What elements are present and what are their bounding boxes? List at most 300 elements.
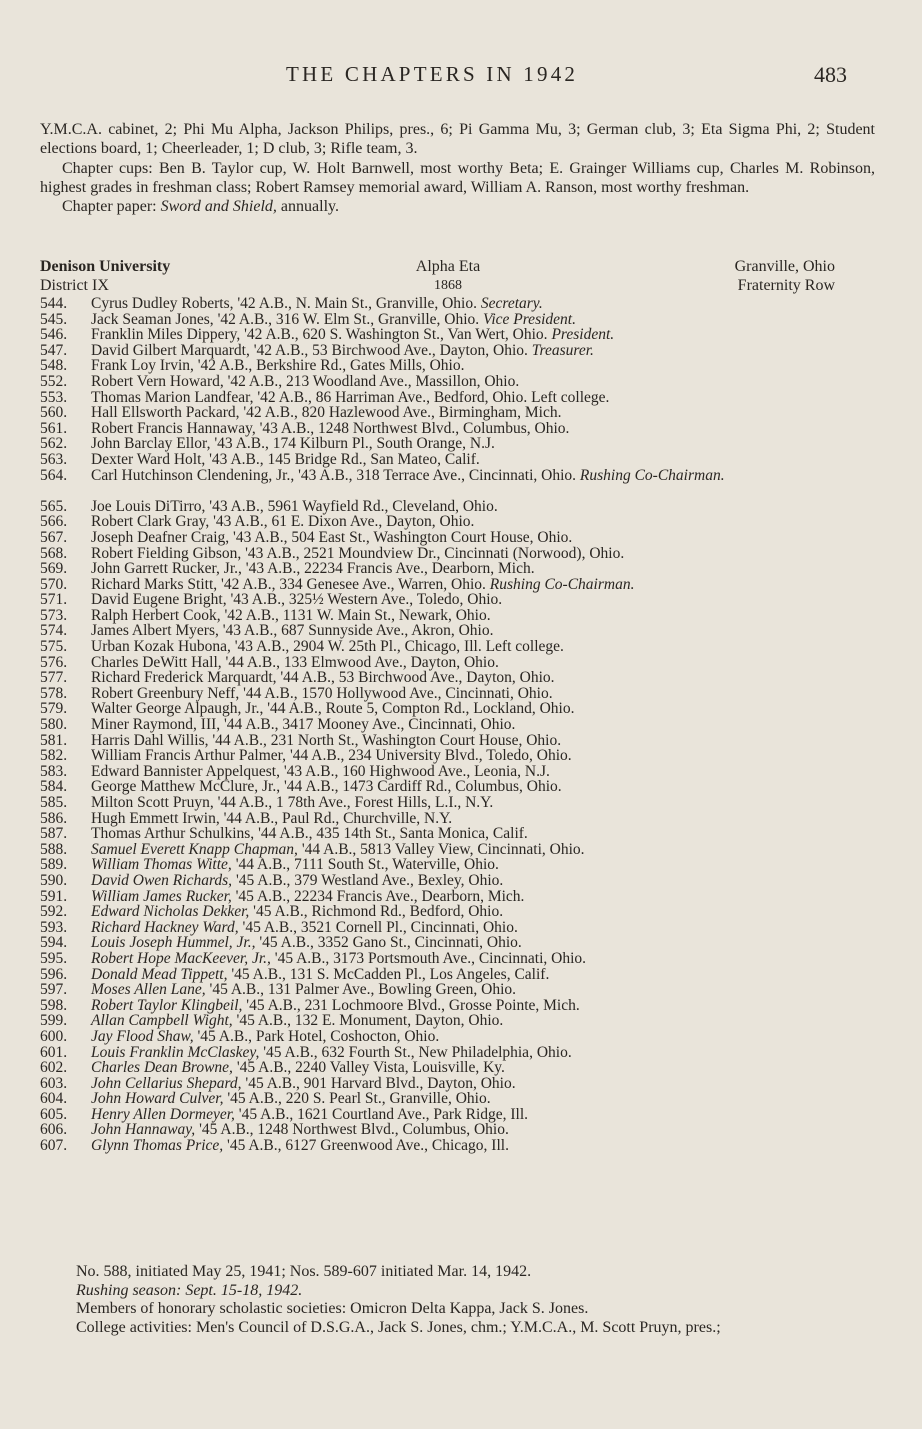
member-name: Hugh Emmett Irwin, xyxy=(91,809,220,827)
footer-college-activities: College activities: Men's Council of D.S.G.A., Jack S. Jones, chm.; Y.M.C.A., M. Scott Pruyn, pres.; xyxy=(76,1318,721,1336)
list-item xyxy=(40,639,860,655)
member-number: 552. xyxy=(40,372,68,390)
member-details: '45 A.B., 231 Lochmoore Blvd., Grosse Pointe, Mich. xyxy=(242,996,580,1014)
member-number: 544. xyxy=(40,295,68,312)
member-entry xyxy=(91,670,851,686)
member-entry xyxy=(91,452,851,468)
member-number: 546. xyxy=(40,326,68,344)
member-details: '44 A.B., 1473 Cardiff Rd., Columbus, Ohio. xyxy=(280,778,562,796)
district-label: District IX xyxy=(40,277,109,294)
member-number: 567. xyxy=(40,528,68,546)
member-number: 582. xyxy=(40,747,68,765)
member-name: Urban Kozak Hubona, xyxy=(91,638,231,656)
list-item xyxy=(40,655,860,671)
member-entry xyxy=(91,1060,851,1076)
list-item xyxy=(40,1029,860,1045)
member-number: 547. xyxy=(40,341,68,359)
member-entry xyxy=(91,1013,851,1029)
member-number: 583. xyxy=(40,762,68,780)
member-number: 581. xyxy=(40,731,68,749)
member-details: '44 A.B., 435 14th St., Santa Monica, Calif. xyxy=(254,825,528,843)
member-name: Samuel Everett Knapp Chapman, xyxy=(91,840,298,858)
member-details: '42 A.B., 820 Hazlewood Ave., Birmingham, Mich. xyxy=(239,404,562,422)
member-name: David Eugene Bright, xyxy=(91,591,227,609)
member-name: Robert Hope MacKeever, Jr., xyxy=(91,949,271,967)
member-details: '43 A.B., 2904 W. 25th Pl., Chicago, Ill. Left college. xyxy=(230,638,564,656)
footer-notes xyxy=(40,1263,875,1337)
member-name: Milton Scott Pruyn, xyxy=(91,794,214,811)
member-number: 562. xyxy=(40,435,68,453)
member-name: John Hannaway, xyxy=(91,1121,196,1139)
member-entry xyxy=(91,748,851,764)
member-name: William James Rucker, xyxy=(91,887,232,905)
member-number: 570. xyxy=(40,575,68,593)
member-entry xyxy=(91,468,851,484)
member-entry xyxy=(91,561,851,577)
member-details: '43 A.B., 61 E. Dixon Ave., Dayton, Ohio. xyxy=(209,513,475,531)
list-item xyxy=(40,1138,860,1154)
member-entry xyxy=(91,374,851,390)
list-item xyxy=(40,608,860,624)
member-details: '45 A.B., 131 Palmer Ave., Bowling Green, Ohio. xyxy=(205,981,516,999)
member-details: '44 A.B., 231 North St., Washington Court House, Ohio. xyxy=(208,731,562,749)
member-number: 577. xyxy=(40,669,68,687)
list-item xyxy=(40,904,860,920)
list-item xyxy=(40,686,860,702)
member-name: Jack Seaman Jones, xyxy=(91,310,214,328)
list-item xyxy=(40,436,860,452)
running-header xyxy=(0,62,922,92)
list-item xyxy=(40,421,860,437)
list-item xyxy=(40,1076,860,1092)
member-details: '45 A.B., 632 Fourth St., New Philadelphia, Ohio. xyxy=(259,1043,572,1061)
member-details: '45 A.B., 131 S. McCadden Pl., Los Angeles, Calif. xyxy=(227,965,550,983)
member-number: 561. xyxy=(40,419,68,437)
list-item xyxy=(40,748,860,764)
member-name: Thomas Arthur Schulkins, xyxy=(91,825,255,843)
member-details: '45 A.B., 22234 Francis Ave., Dearborn, Mich. xyxy=(231,887,525,905)
list-item xyxy=(40,998,860,1014)
member-name: John Cellarius Shepard, xyxy=(91,1074,242,1092)
member-entry xyxy=(91,889,851,905)
member-number: 574. xyxy=(40,622,68,640)
member-entry xyxy=(91,904,851,920)
member-name: Miner Raymond, III, xyxy=(91,716,221,734)
member-details: '45 A.B., 2240 Valley Vista, Louisville, Ky. xyxy=(232,1059,505,1077)
member-details: '45 A.B., 901 Harvard Blvd., Dayton, Ohio. xyxy=(241,1074,516,1092)
intro-paragraph-activities: Y.M.C.A. cabinet, 2; Phi Mu Alpha, Jackson Philips, pres., 6; Pi Gamma Mu, 3; German club, 3; Eta Sigma Phi, 2; Student elections board, 1; Cheerleader, 1; D club, 3; Rifle team, 3. xyxy=(40,121,875,158)
list-item xyxy=(40,873,860,889)
member-entry xyxy=(91,795,851,811)
member-number: 575. xyxy=(40,638,68,656)
member-number: 597. xyxy=(40,981,68,999)
member-office: Treasurer. xyxy=(531,341,594,359)
member-number: 576. xyxy=(40,653,68,671)
member-number: 588. xyxy=(40,840,68,858)
member-details: '44 A.B., Paul Rd., Churchville, N.Y. xyxy=(219,809,453,827)
member-name: Jay Flood Shaw, xyxy=(91,1027,194,1045)
list-item xyxy=(40,577,860,593)
member-entry xyxy=(91,608,851,624)
member-number: 586. xyxy=(40,809,68,827)
list-item xyxy=(40,1122,860,1138)
university-name: Denison University xyxy=(40,258,171,275)
member-name: David Owen Richards, xyxy=(91,871,233,889)
member-name: Ralph Herbert Cook, xyxy=(91,606,221,624)
member-entry xyxy=(91,436,851,452)
footer-initiation-note: No. 588, initiated May 25, 1941; Nos. 589-607 initiated Mar. 14, 1942. xyxy=(76,1263,532,1280)
member-details: '42 A.B., 86 Harriman Ave., Bedford, Ohio. Left college. xyxy=(253,388,610,406)
chapter-heading-left xyxy=(40,257,170,295)
member-number: 560. xyxy=(40,404,68,422)
paper-title: Sword and Shield, xyxy=(160,198,277,216)
list-item xyxy=(40,733,860,749)
member-details: '43 A.B., 160 Highwood Ave., Leonia, N.J. xyxy=(279,762,550,780)
member-number: 595. xyxy=(40,949,68,967)
member-entry xyxy=(91,686,851,702)
member-number: 566. xyxy=(40,513,68,531)
list-item xyxy=(40,312,860,328)
list-item xyxy=(40,530,860,546)
member-details: '43 A.B., 318 Terrace Ave., Cincinnati, Ohio. xyxy=(294,466,580,484)
member-entry xyxy=(91,920,851,936)
member-entry xyxy=(91,1138,851,1154)
list-item xyxy=(40,764,860,780)
member-details: '45 A.B., 3173 Portsmouth Ave., Cincinnati, Ohio. xyxy=(270,949,587,967)
member-number: 568. xyxy=(40,544,68,562)
member-entry xyxy=(91,639,851,655)
member-office: Vice President. xyxy=(483,310,576,328)
member-details: '42 A.B., 620 S. Washington St., Van Wert, Ohio. xyxy=(240,326,552,344)
member-entry xyxy=(91,623,851,639)
member-entry xyxy=(91,857,851,873)
intro-paragraph-paper xyxy=(40,197,875,216)
member-entry xyxy=(91,327,851,343)
list-item xyxy=(40,935,860,951)
member-list xyxy=(40,296,860,1154)
member-details: '43 A.B., 1248 Northwest Blvd., Columbus, Ohio. xyxy=(255,419,570,437)
member-number: 592. xyxy=(40,903,68,921)
member-number: 571. xyxy=(40,591,68,609)
member-number: 601. xyxy=(40,1043,68,1061)
member-entry xyxy=(91,779,851,795)
member-name: Allan Campbell Wight, xyxy=(91,1012,233,1030)
member-number: 602. xyxy=(40,1059,68,1077)
member-name: William Thomas Witte, xyxy=(91,856,232,874)
member-details: '44 A.B., 234 University Blvd., Toledo, Ohio. xyxy=(286,747,572,765)
member-entry xyxy=(91,935,851,951)
member-number: 580. xyxy=(40,716,68,734)
list-item xyxy=(40,951,860,967)
member-number: 545. xyxy=(40,310,68,328)
list-item xyxy=(40,343,860,359)
member-name: Henry Allen Dormeyer, xyxy=(91,1105,235,1123)
member-details: '44 A.B., 3417 Mooney Ave., Cincinnati, Ohio. xyxy=(220,716,516,734)
member-name: William Francis Arthur Palmer, xyxy=(91,747,287,765)
member-number: 548. xyxy=(40,357,68,375)
member-entry xyxy=(91,951,851,967)
member-details: '44 A.B., Route 5, Compton Rd., Lockland, Ohio. xyxy=(263,700,575,718)
member-entry xyxy=(91,514,851,530)
list-item xyxy=(40,717,860,733)
member-details: '44 A.B., 7111 South St., Waterville, Ohio. xyxy=(231,856,499,874)
list-item xyxy=(40,1091,860,1107)
member-name: Carl Hutchinson Clendening, Jr., xyxy=(91,466,295,484)
list-item xyxy=(40,592,860,608)
list-item xyxy=(40,701,860,717)
list-item xyxy=(40,826,860,842)
list-item xyxy=(40,390,860,406)
member-name: Moses Allen Lane, xyxy=(91,981,206,999)
member-entry xyxy=(91,577,851,593)
member-details: '45 A.B., 1248 Northwest Blvd., Columbus, Ohio. xyxy=(195,1121,509,1139)
member-details: '45 A.B., 379 Westland Ave., Bexley, Ohio. xyxy=(232,871,504,889)
member-name: Franklin Miles Dippery, xyxy=(91,326,241,344)
member-number: 590. xyxy=(40,871,68,889)
list-item xyxy=(40,670,860,686)
member-name: Frank Loy Irvin, xyxy=(91,357,194,375)
member-entry xyxy=(91,358,851,374)
member-details: '45 A.B., 3521 Cornell Pl., Cincinnati, Ohio. xyxy=(238,918,518,936)
member-entry xyxy=(91,717,851,733)
member-number: 604. xyxy=(40,1090,68,1108)
list-item xyxy=(40,982,860,998)
member-name: Robert Clark Gray, xyxy=(91,513,210,531)
member-office: Rushing Co-Chairman. xyxy=(489,575,635,593)
member-name: Edward Bannister Appelquest, xyxy=(91,762,280,780)
list-item xyxy=(40,327,860,343)
member-name: Robert Greenbury Neff, xyxy=(91,684,240,702)
member-details: '43 A.B., 5961 Wayfield Rd., Cleveland, Ohio. xyxy=(205,497,498,515)
member-name: Louis Franklin McClaskey, xyxy=(91,1043,260,1061)
member-name: Joseph Deafner Craig, xyxy=(91,528,230,546)
member-details: '43 A.B., 687 Sunnyside Ave., Akron, Ohio. xyxy=(218,622,494,640)
list-item xyxy=(40,779,860,795)
member-entry xyxy=(91,811,851,827)
member-entry xyxy=(91,1029,851,1045)
member-entry xyxy=(91,1045,851,1061)
member-name: John Barclay Ellor, xyxy=(91,435,211,453)
member-name: Robert Vern Howard, xyxy=(91,372,224,390)
member-name: Robert Francis Hannaway, xyxy=(91,419,256,437)
member-office: Secretary. xyxy=(480,295,543,312)
member-number: 569. xyxy=(40,560,68,578)
member-details: '45 A.B., 3352 Gano St., Cincinnati, Ohio. xyxy=(255,934,522,952)
member-entry xyxy=(91,592,851,608)
chapter-heading xyxy=(40,257,835,297)
member-entry xyxy=(91,998,851,1014)
member-name: Richard Frederick Marquardt, xyxy=(91,669,277,687)
member-details: '43 A.B., 145 Bridge Rd., San Mateo, Calif. xyxy=(205,450,480,468)
list-item xyxy=(40,1107,860,1123)
member-details: '44 A.B., 133 Elmwood Ave., Dayton, Ohio. xyxy=(221,653,499,671)
member-number: 596. xyxy=(40,965,68,983)
list-item xyxy=(40,811,860,827)
member-details: '42 A.B., 53 Birchwood Ave., Dayton, Ohio. xyxy=(249,341,532,359)
member-details: '42 A.B., 213 Woodland Ave., Massillon, Ohio. xyxy=(223,372,520,390)
member-number: 587. xyxy=(40,825,68,843)
member-entry xyxy=(91,296,851,312)
page-header-title: THE CHAPTERS IN 1942 xyxy=(286,62,579,86)
footer-honorary-societies: Members of honorary scholastic societies: Omicron Delta Kappa, Jack S. Jones. xyxy=(76,1300,589,1318)
list-item xyxy=(40,374,860,390)
member-name: Cyrus Dudley Roberts, xyxy=(91,295,234,312)
list-item xyxy=(40,795,860,811)
member-name: Robert Fielding Gibson, xyxy=(91,544,242,562)
member-name: David Gilbert Marquardt, xyxy=(91,341,250,359)
member-entry xyxy=(91,312,851,328)
list-item xyxy=(40,967,860,983)
member-entry xyxy=(91,733,851,749)
member-number: 585. xyxy=(40,794,68,811)
chapter-location: Granville, Ohio xyxy=(734,258,835,275)
page-number: 483 xyxy=(814,62,847,87)
member-name: Dexter Ward Holt, xyxy=(91,450,206,468)
list-item xyxy=(40,452,860,468)
member-number: 573. xyxy=(40,606,68,624)
list-item xyxy=(40,1045,860,1061)
member-entry xyxy=(91,1076,851,1092)
member-entry xyxy=(91,701,851,717)
list-item xyxy=(40,405,860,421)
list-item xyxy=(40,514,860,530)
member-name: Charles DeWitt Hall, xyxy=(91,653,222,671)
member-entry xyxy=(91,421,851,437)
member-name: Joe Louis DiTirro, xyxy=(91,497,206,515)
member-entry xyxy=(91,982,851,998)
list-item xyxy=(40,358,860,374)
member-entry xyxy=(91,764,851,780)
member-office: Rushing Co-Chairman. xyxy=(579,466,725,484)
member-number: 605. xyxy=(40,1105,68,1123)
list-item xyxy=(40,499,860,515)
member-details: '43 A.B., 325½ Western Ave., Toledo, Ohio. xyxy=(226,591,503,609)
member-number: 600. xyxy=(40,1027,68,1045)
member-number: 564. xyxy=(40,466,68,484)
intro-paragraph-cups: Chapter cups: Ben B. Taylor cup, W. Holt Barnwell, most worthy Beta; E. Grainger Williams cup, Charles M. Robinson, highest grades in freshman class; Robert Ramsey memorial award, William A. Ranson, most worthy freshman. xyxy=(40,159,875,196)
list-item xyxy=(40,889,860,905)
member-name: Hall Ellsworth Packard, xyxy=(91,404,240,422)
member-entry xyxy=(91,826,851,842)
member-details: '44 A.B., 53 Birchwood Ave., Dayton, Ohio. xyxy=(276,669,555,687)
member-entry xyxy=(91,967,851,983)
paper-prefix: Chapter paper: xyxy=(62,198,161,216)
member-entry xyxy=(91,873,851,889)
member-number: 598. xyxy=(40,996,68,1014)
member-details: '45 A.B., Richmond Rd., Bedford, Ohio. xyxy=(249,903,504,921)
list-item xyxy=(40,920,860,936)
member-entry xyxy=(91,1107,851,1123)
member-name: Walter George Alpaugh, Jr., xyxy=(91,700,264,718)
list-item xyxy=(40,857,860,873)
member-number: 589. xyxy=(40,856,68,874)
member-details: '44 A.B., 1570 Hollywood Ave., Cincinnati, Ohio. xyxy=(239,684,553,702)
member-name: George Matthew McClure, Jr., xyxy=(91,778,281,796)
member-details: '45 A.B., 220 S. Pearl St., Granville, Ohio. xyxy=(223,1090,491,1108)
member-entry xyxy=(91,1122,851,1138)
member-name: Edward Nicholas Dekker, xyxy=(91,903,250,921)
member-number: 553. xyxy=(40,388,68,406)
member-name: Louis Joseph Hummel, Jr., xyxy=(91,934,256,952)
member-number: 565. xyxy=(40,497,68,515)
member-name: Donald Mead Tippett, xyxy=(91,965,228,983)
member-number: 563. xyxy=(40,450,68,468)
chapter-heading-right xyxy=(735,257,835,295)
member-details: '45 A.B., 6127 Greenwood Ave., Chicago, Ill. xyxy=(223,1137,509,1155)
member-details: '44 A.B., 5813 Valley View, Cincinnati, Ohio. xyxy=(297,840,585,858)
member-entry xyxy=(91,405,851,421)
member-number: 579. xyxy=(40,700,68,718)
member-details: '44 A.B., 1 78th Ave., Forest Hills, L.I., N.Y. xyxy=(213,794,494,811)
chapter-heading-center xyxy=(398,257,498,295)
member-number: 593. xyxy=(40,918,68,936)
list-item xyxy=(40,468,860,499)
list-item xyxy=(40,1013,860,1029)
list-item xyxy=(40,842,860,858)
member-details: '42 A.B., 316 W. Elm St., Granville, Ohio. xyxy=(213,310,483,328)
chapter-founded: 1868 xyxy=(434,278,462,293)
member-entry xyxy=(91,1091,851,1107)
list-item xyxy=(40,623,860,639)
member-number: 607. xyxy=(40,1137,68,1155)
member-number: 578. xyxy=(40,684,68,702)
member-number: 603. xyxy=(40,1074,68,1092)
member-name: Richard Marks Stitt, xyxy=(91,575,218,593)
footer-rushing-season: Rushing season: Sept. 15-18, 1942. xyxy=(76,1281,303,1299)
member-entry xyxy=(91,842,851,858)
member-details: '42 A.B., Berkshire Rd., Gates Mills, Ohio. xyxy=(193,357,465,375)
member-name: Charles Dean Browne, xyxy=(91,1059,233,1077)
member-number: 594. xyxy=(40,934,68,952)
member-details: '42 A.B., 334 Genesee Ave., Warren, Ohio. xyxy=(217,575,490,593)
member-entry xyxy=(91,530,851,546)
member-name: Robert Taylor Klingbeil, xyxy=(91,996,243,1014)
member-details: '45 A.B., Park Hotel, Coshocton, Ohio. xyxy=(193,1027,440,1045)
member-details: '43 A.B., 504 East St., Washington Court House, Ohio. xyxy=(229,528,573,546)
list-item xyxy=(40,561,860,577)
list-item xyxy=(40,1060,860,1076)
member-details: '43 A.B., 22234 Francis Ave., Dearborn, Mich. xyxy=(241,560,535,578)
member-details: '45 A.B., 1621 Courtland Ave., Park Ridge, Ill. xyxy=(234,1105,529,1123)
member-number: 584. xyxy=(40,778,68,796)
list-item xyxy=(40,546,860,562)
member-number: 599. xyxy=(40,1012,68,1030)
intro-section xyxy=(40,120,875,216)
member-office: President. xyxy=(551,326,615,344)
paper-suffix: annually. xyxy=(276,198,339,216)
member-name: Thomas Marion Landfear, xyxy=(91,388,254,406)
member-name: Richard Hackney Ward, xyxy=(91,918,239,936)
member-name: John Garrett Rucker, Jr., xyxy=(91,560,242,578)
member-details: '42 A.B., N. Main St., Granville, Ohio. xyxy=(233,295,481,312)
member-entry xyxy=(91,499,851,515)
member-entry xyxy=(91,390,851,406)
member-entry xyxy=(91,546,851,562)
member-details: '43 A.B., 2521 Moundview Dr., Cincinnati (Norwood), Ohio. xyxy=(241,544,625,562)
member-entry xyxy=(91,655,851,671)
member-name: Glynn Thomas Price, xyxy=(91,1137,224,1155)
member-details: '43 A.B., 174 Kilburn Pl., South Orange, N.J. xyxy=(210,435,495,453)
member-entry xyxy=(91,343,851,359)
member-details: '42 A.B., 1131 W. Main St., Newark, Ohio. xyxy=(220,606,491,624)
member-name: James Albert Myers, xyxy=(91,622,219,640)
member-number: 591. xyxy=(40,887,68,905)
member-number: 606. xyxy=(40,1121,68,1139)
chapter-name: Alpha Eta xyxy=(415,258,481,275)
member-name: John Howard Culver, xyxy=(91,1090,224,1108)
chapter-address: Fraternity Row xyxy=(737,277,835,294)
member-details: '45 A.B., 132 E. Monument, Dayton, Ohio. xyxy=(232,1012,504,1030)
